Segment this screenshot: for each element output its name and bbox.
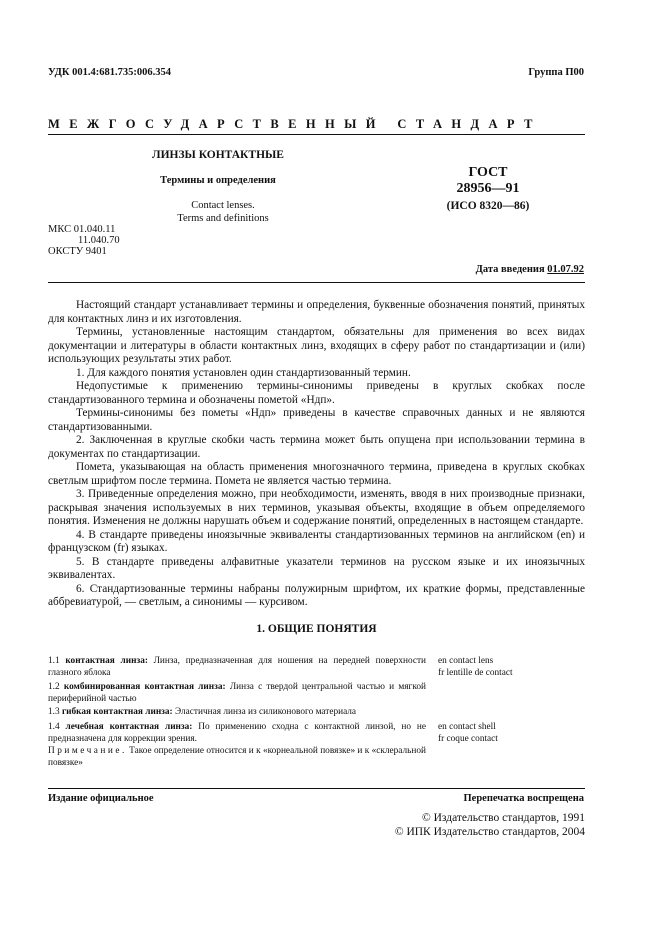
term-definition: Линза, предназначенная для ношения на передней поверхности глазного яблока xyxy=(48,656,426,678)
group-code: Группа П00 xyxy=(528,67,584,78)
date-value: 01.07.92 xyxy=(547,264,584,275)
official-edition: Издание официальное xyxy=(48,793,154,804)
classification-codes xyxy=(48,224,120,257)
mks-code-2: 11.040.70 xyxy=(78,235,120,246)
term-number: 1.1 xyxy=(48,656,60,666)
term-1-4 xyxy=(48,722,426,745)
english-title xyxy=(148,199,298,225)
mks-code-1: МКС 01.040.11 xyxy=(48,224,116,235)
copyright-2004: © ИПК Издательство стандартов, 2004 xyxy=(394,825,585,838)
interstate-standard-heading: МЕЖГОСУДАРСТВЕННЫЙ СТАНДАРТ xyxy=(48,117,542,131)
paragraph: Недопустимые к применению термины-синонимы приведены в круглых скобках после стандартизованного термина и обозначены пометой «Ндп». xyxy=(48,380,585,406)
header-divider xyxy=(48,134,585,135)
gost-number: 28956—91 xyxy=(456,181,520,196)
paragraph: Термины-синонимы без пометы «Ндп» приведены в качестве справочных данных и не являются стандартизованными. xyxy=(48,407,585,433)
english-title-line1: Contact lenses. xyxy=(191,200,255,211)
term-name: комбинированная контактная линза: xyxy=(63,682,226,692)
paragraph: 3. Приведенные определения можно, при необходимости, изменять, вводя в них производные признаки, раскрывая значения используемых в них терминов, указывая объекты, входящие в объем определяемого понятия. Изменения не должны нарушать объем и содержание понятий, определенных в настоящем стандарте. xyxy=(48,488,585,527)
paragraph: 6. Стандартизованные термины набраны полужирным шрифтом, их краткие формы, представленные аббревиатурой, — светлым, а синонимы — курсивом. xyxy=(48,582,585,608)
term-name: контактная линза: xyxy=(65,656,148,666)
paragraph: Настоящий стандарт устанавливает термины и определения, буквенные обозначения понятий, принятых для контактных линз и их изготовления. xyxy=(48,299,585,325)
section-title: 1. ОБЩИЕ ПОНЯТИЯ xyxy=(256,623,377,635)
note-text: Такое определение относится и к «корнеальной повязке» и к «склеральной повязке» xyxy=(48,746,426,768)
term-number: 1.4 xyxy=(48,722,60,732)
term-definition: Линза с твердой центральной частью и мягкой периферийной частью xyxy=(48,682,427,704)
term-number: 1.3 xyxy=(48,707,60,717)
standard-title: ЛИНЗЫ КОНТАКТНЫЕ xyxy=(152,149,284,161)
standard-subtitle: Термины и определения xyxy=(160,175,276,186)
term-number: 1.2 xyxy=(48,682,60,692)
term-definition: Эластичная линза из силиконового материала xyxy=(175,707,357,717)
paragraph: 1. Для каждого понятия установлен один стандартизованный термин. xyxy=(76,366,411,379)
copyright-block xyxy=(300,812,585,839)
english-title-line2: Terms and definitions xyxy=(177,213,269,224)
term-name: лечебная контактная линза: xyxy=(65,722,193,732)
french-equivalent: fr coque contact xyxy=(438,733,498,744)
copyright-1991: © Издательство стандартов, 1991 xyxy=(421,812,585,824)
term-definition: По применению сходна с контактной линзой, но не предназначена для коррекции зрения. xyxy=(48,722,426,744)
term-note xyxy=(48,746,426,769)
paragraph: 4. В стандарте приведены иноязычные эквиваленты стандартизованных терминов на английском (en) и французском (fr) языках. xyxy=(48,528,585,554)
reprint-notice: Перепечатка воспрещена xyxy=(463,793,584,804)
term-1-1-equivalents xyxy=(438,656,588,679)
udk-code: УДК 001.4:681.735:006.354 xyxy=(48,67,171,78)
note-label: Примечание. xyxy=(48,746,127,756)
footer-divider xyxy=(48,788,585,789)
introduction-date xyxy=(476,264,584,275)
introduction-text xyxy=(48,299,585,610)
paragraph: Термины, установленные настоящим стандартом, обязательны для применения во всех видах документации и литературы в области контактных линз, входящих в сферу работ по стандартизации и (или) использующих результаты этих работ. xyxy=(48,326,585,365)
term-1-1 xyxy=(48,656,426,679)
english-equivalent: en contact shell xyxy=(438,722,496,732)
term-name: гибкая контактная линза: xyxy=(61,707,173,717)
date-divider xyxy=(48,282,585,283)
paragraph: 5. В стандарте приведены алфавитные указатели терминов на русском языке и их иноязычных эквивалентах. xyxy=(48,555,585,581)
date-label: Дата введения xyxy=(475,264,545,275)
english-equivalent: en contact lens xyxy=(438,656,494,666)
iso-equivalent: (ИСО 8320—86) xyxy=(446,200,530,212)
term-1-3 xyxy=(48,707,426,719)
french-equivalent: fr lentille de contact xyxy=(438,667,513,678)
gost-label: ГОСТ xyxy=(468,165,508,180)
gost-block xyxy=(428,165,548,197)
paragraph: 2. Заключенная в круглые скобки часть термина может быть опущена при использовании термина в документах по стандартизации. xyxy=(48,434,585,460)
term-1-2 xyxy=(48,682,426,705)
term-1-4-equivalents xyxy=(438,722,588,745)
paragraph: Помета, указывающая на область применения многозначного термина, приведена в круглых скобках светлым шрифтом после термина. Помета не является частью термина. xyxy=(48,461,585,487)
okstu-code: ОКСТУ 9401 xyxy=(48,246,107,257)
